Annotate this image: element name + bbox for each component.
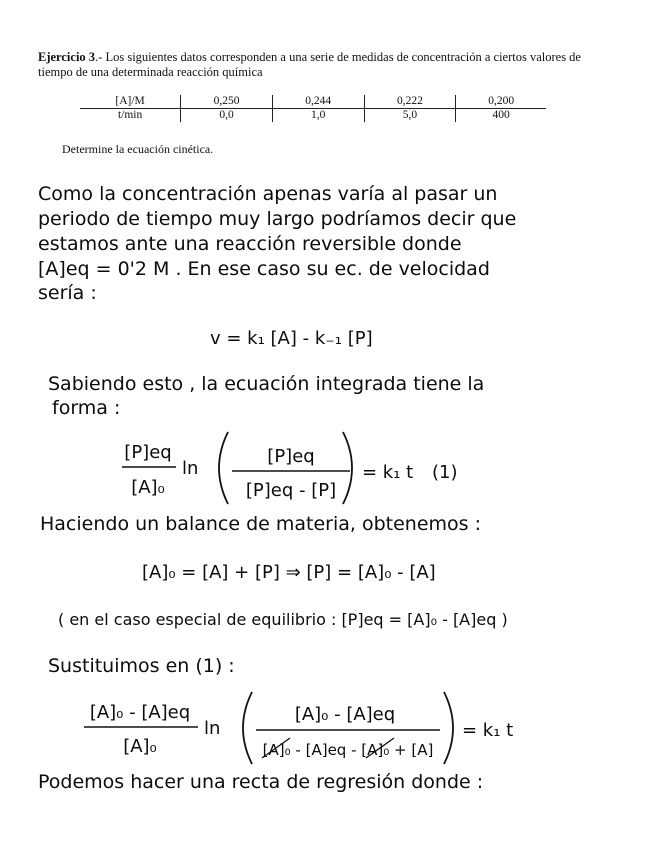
hw-line: Haciendo un balance de materia, obtenemos : [40, 513, 481, 535]
hw-line: sería : [38, 282, 97, 304]
table-cell: 5,0 [364, 109, 456, 123]
table-cell: 400 [456, 109, 546, 123]
table-cell: 1,0 [272, 109, 364, 123]
eq1-fraction-denominator: [A]₀ [131, 477, 165, 498]
exercise-label: Ejercicio 3 [38, 50, 96, 64]
eq1-tag: (1) [432, 462, 458, 483]
hw-line: estamos ante una reacción reversible donde [38, 233, 462, 255]
task-text: Determine la ecuación cinética. [62, 142, 214, 156]
eq1-ln: ln [182, 458, 199, 479]
hw-line: periodo de tiempo muy largo podríamos decir que [38, 208, 517, 230]
eq1-arg-numerator: [P]eq [267, 446, 315, 467]
eq2-arg-denominator: [A]₀ - [A]eq - [A]₀ + [A] [262, 741, 434, 759]
rate-equation: v = k₁ [A] - k₋₁ [P] [210, 328, 373, 349]
table-cell: 0,0 [181, 109, 273, 123]
eq2-fraction-numerator: [A]₀ - [A]eq [89, 702, 191, 723]
hw-line: Sabiendo esto , la ecuación integrada tiene la [48, 373, 485, 395]
table-cell: 0,222 [364, 95, 456, 109]
exercise-text: .- Los siguientes datos corresponden a una serie de medidas de concentración a ciertos valores de tiempo de una determinada reacción química [38, 50, 581, 79]
integrated-equation-1 [122, 432, 458, 504]
eq1-fraction-numerator: [P]eq [124, 442, 172, 463]
hw-line: Como la concentración apenas varía al pasar un [38, 183, 498, 205]
equilibrium-case: ( en el caso especial de equilibrio : [P]eq = [A]₀ - [A]eq ) [58, 610, 508, 629]
table-cell: [A]/M [80, 95, 181, 109]
table-cell: 0,250 [181, 95, 273, 109]
hw-line: Sustituimos en (1) : [48, 655, 235, 677]
eq2-ln: ln [204, 718, 221, 739]
integrated-equation-2 [84, 692, 513, 764]
table-cell: 0,244 [272, 95, 364, 109]
mass-balance: [A]₀ = [A] + [P] ⇒ [P] = [A]₀ - [A] [142, 562, 436, 583]
eq2-fraction-denominator: [A]₀ [123, 736, 157, 757]
table-cell: t/min [117, 109, 143, 121]
eq1-rhs: = k₁ t [362, 462, 414, 483]
hw-line: Podemos hacer una recta de regresión donde : [38, 771, 484, 793]
eq2-rhs: = k₁ t [462, 720, 514, 741]
eq1-arg-denominator: [P]eq - [P] [245, 480, 337, 501]
eq2-arg-numerator: [A]₀ - [A]eq [294, 704, 396, 725]
hw-line: forma : [52, 397, 121, 419]
hw-line: [A]eq = 0'2 M . En ese caso su ec. de velocidad [38, 258, 490, 280]
table-cell: 0,200 [456, 95, 546, 109]
